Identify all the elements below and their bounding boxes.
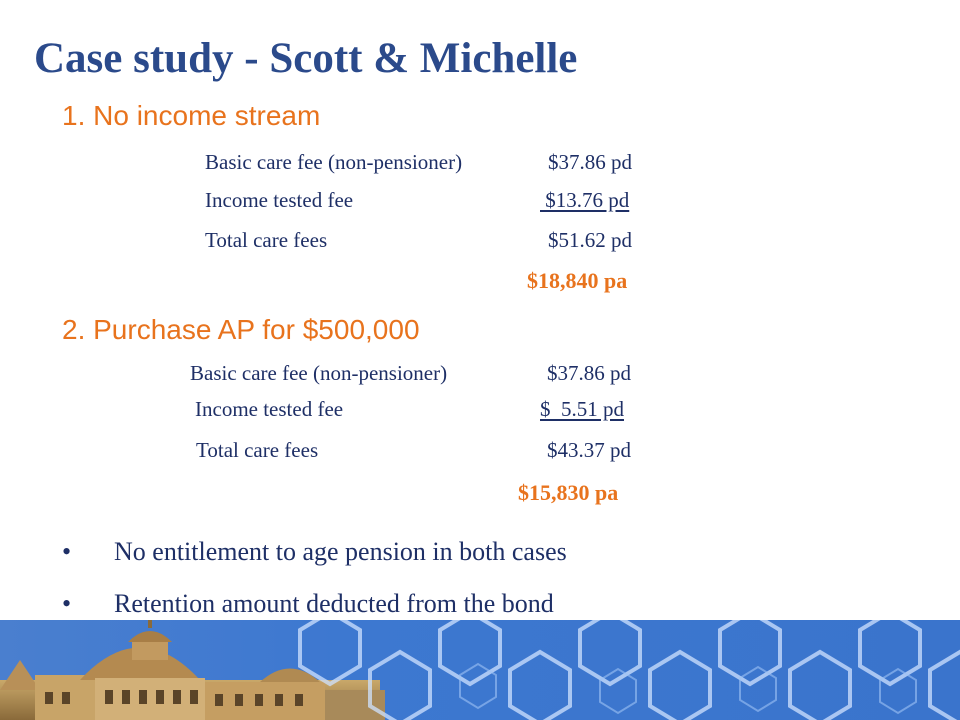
bullet-marker: • (62, 537, 72, 566)
bullet-marker: • (62, 589, 72, 618)
banner-graphic (0, 620, 960, 720)
bullet-text: No entitlement to age pension in both cases (114, 537, 567, 566)
scenario-2-total-fee-label: Total care fees (196, 438, 319, 462)
scenario-1-heading: 1. No income stream (62, 100, 321, 131)
scenario-2-basic-fee-amount: $37.86 pd (547, 361, 631, 385)
bullet-text: Retention amount deducted from the bond (114, 589, 554, 618)
scenario-1-basic-fee-amount: $37.86 pd (548, 150, 632, 174)
bullet-item (62, 589, 554, 619)
scenario-2-total-fee-amount: $43.37 pd (547, 438, 631, 462)
scenario-1-income-fee-label: Income tested fee (205, 188, 354, 212)
scenario-1-total-fee-amount: $51.62 pd (548, 228, 632, 252)
scenario-1-annual-total: $18,840 pa (527, 268, 628, 293)
scenario-1-income-fee-amount: $13.76 pd (540, 188, 630, 212)
scenario-2-heading: 2. Purchase AP for $500,000 (62, 314, 420, 345)
scenario-2-income-fee-amount: $ 5.51 pd (540, 397, 624, 421)
slide-title: Case study - Scott & Michelle (34, 35, 578, 82)
scenario-2-basic-fee-label: Basic care fee (non-pensioner) (190, 361, 448, 385)
scenario-1-total-fee-label: Total care fees (205, 228, 328, 252)
scenario-2-annual-total: $15,830 pa (518, 480, 619, 505)
scenario-1-basic-fee-label: Basic care fee (non-pensioner) (205, 150, 463, 174)
scenario-2-income-fee-label: Income tested fee (195, 397, 344, 421)
bullet-item (62, 537, 567, 567)
decorative-banner (0, 620, 960, 720)
